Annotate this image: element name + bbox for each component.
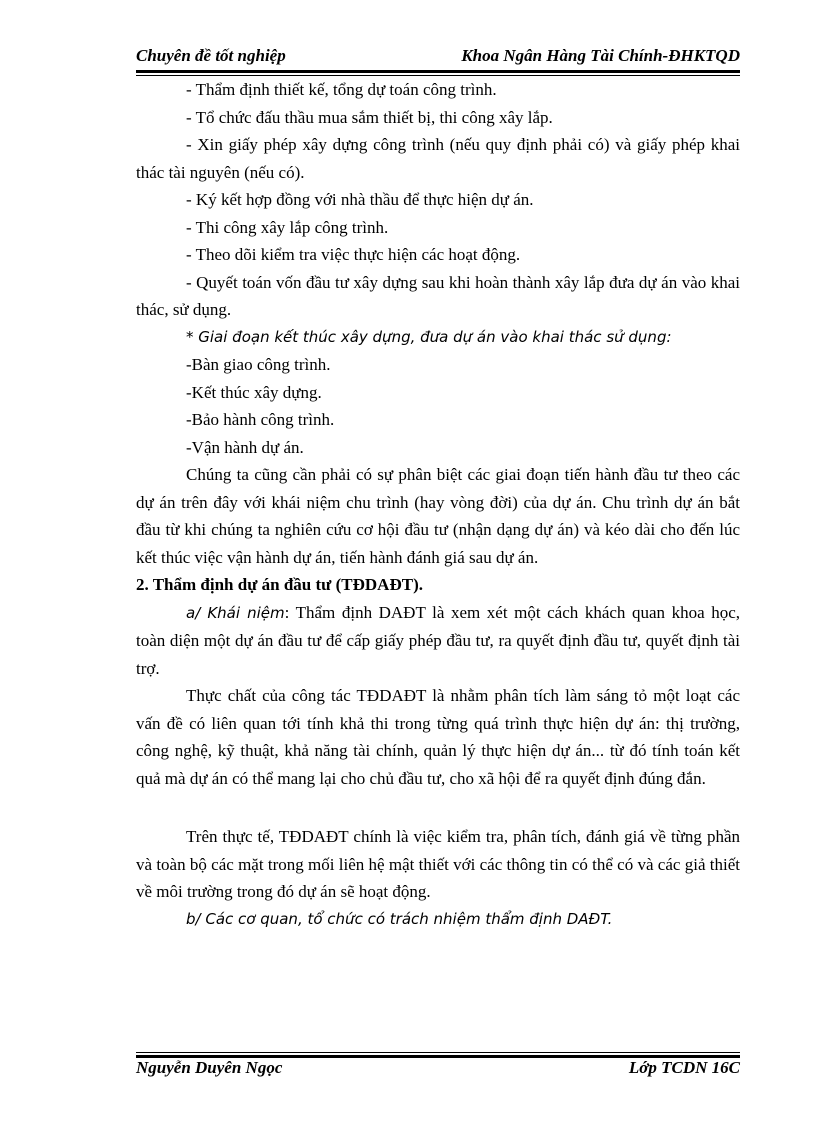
header-rule-thick	[136, 70, 740, 73]
document-body	[136, 76, 740, 933]
definition-text: : Thẩm định DAĐT là xem xét một cách khách quan khoa học, toàn diện một dự án đầu tư để cấp giấy phép đầu tư, ra quyết định đầu tư, quyết định tài trợ.	[136, 602, 740, 678]
paragraph: -Kết thúc xây dựng.	[186, 382, 322, 402]
paragraph: -Vận hành dự án.	[186, 437, 304, 457]
page-header	[136, 46, 740, 70]
paragraph: Trên thực tế, TĐDAĐT chính là việc kiểm tra, phân tích, đánh giá về từng phần và toàn bộ các mặt trong mối liên hệ mật thiết với các thông tin có thể có và các giả thiết về môi trường trong đó dự án sẽ hoạt động.	[136, 827, 740, 901]
paragraph: Thực chất của công tác TĐDAĐT là nhằm phân tích làm sáng tỏ một loạt các vấn đề có liên quan tới tính khả thi trong từng quá trình thực hiện dự án: thị trường, công nghệ, kỹ thuật, khả năng tài chính, quản lý thực hiện dự án... từ đó tính toán kết quả mà dự án có thể mang lại cho chủ đầu tư, cho xã hội để ra quyết định đúng đắn.	[136, 686, 740, 788]
header-left-title: Chuyên đề tốt nghiệp	[136, 46, 286, 65]
subsection-heading: b/ Các cơ quan, tổ chức có trách nhiệm thẩm định DAĐT.	[186, 909, 613, 928]
section-heading: 2. Thẩm định dự án đầu tư (TĐDAĐT).	[136, 575, 423, 594]
footer-class: Lớp TCDN 16C	[628, 1058, 740, 1077]
paragraph: -Bảo hành công trình.	[186, 410, 335, 429]
page-footer	[136, 1058, 740, 1082]
paragraph: - Thi công xây lắp công trình.	[186, 217, 389, 237]
paragraph: - Theo dõi kiểm tra việc thực hiện các hoạt động.	[186, 245, 521, 264]
definition-label: a/ Khái niệm	[186, 603, 285, 622]
header-right-title: Khoa Ngân Hàng Tài Chính-ĐHKTQD	[461, 46, 740, 65]
footer-author: Nguyễn Duyên Ngọc	[136, 1058, 283, 1077]
footer-rule-thin	[136, 1052, 740, 1053]
paragraph: - Ký kết hợp đồng với nhà thầu để thực hiện dự án.	[186, 190, 534, 209]
paragraph	[136, 599, 740, 683]
paragraph: - Thẩm định thiết kế, tổng dự toán công trình.	[186, 80, 497, 99]
paragraph: -Bàn giao công trình.	[186, 355, 331, 374]
paragraph: - Xin giấy phép xây dựng công trình (nếu quy định phải có) và giấy phép khai thác tài nguyên (nếu có).	[136, 135, 740, 182]
paragraph: Chúng ta cũng cần phải có sự phân biệt các giai đoạn tiến hành đầu tư theo các dự án trên đây với khái niệm chu trình (hay vòng đời) của dự án. Chu trình dự án bắt đầu từ khi chúng ta nghiên cứu cơ hội đầu tư (nhận dạng dự án) và kéo dài cho đến lúc kết thúc việc vận hành dự án, tiến hành đánh giá sau dự án.	[136, 465, 740, 567]
phase-subheading: * Giai đoạn kết thúc xây dựng, đưa dự án vào khai thác sử dụng:	[186, 327, 672, 346]
paragraph: - Quyết toán vốn đầu tư xây dựng sau khi hoàn thành xây lắp đưa dự án vào khai thác, sử dụng.	[136, 272, 740, 319]
paragraph: - Tổ chức đấu thầu mua sắm thiết bị, thi công xây lắp.	[186, 107, 553, 127]
blank-line	[136, 792, 740, 823]
